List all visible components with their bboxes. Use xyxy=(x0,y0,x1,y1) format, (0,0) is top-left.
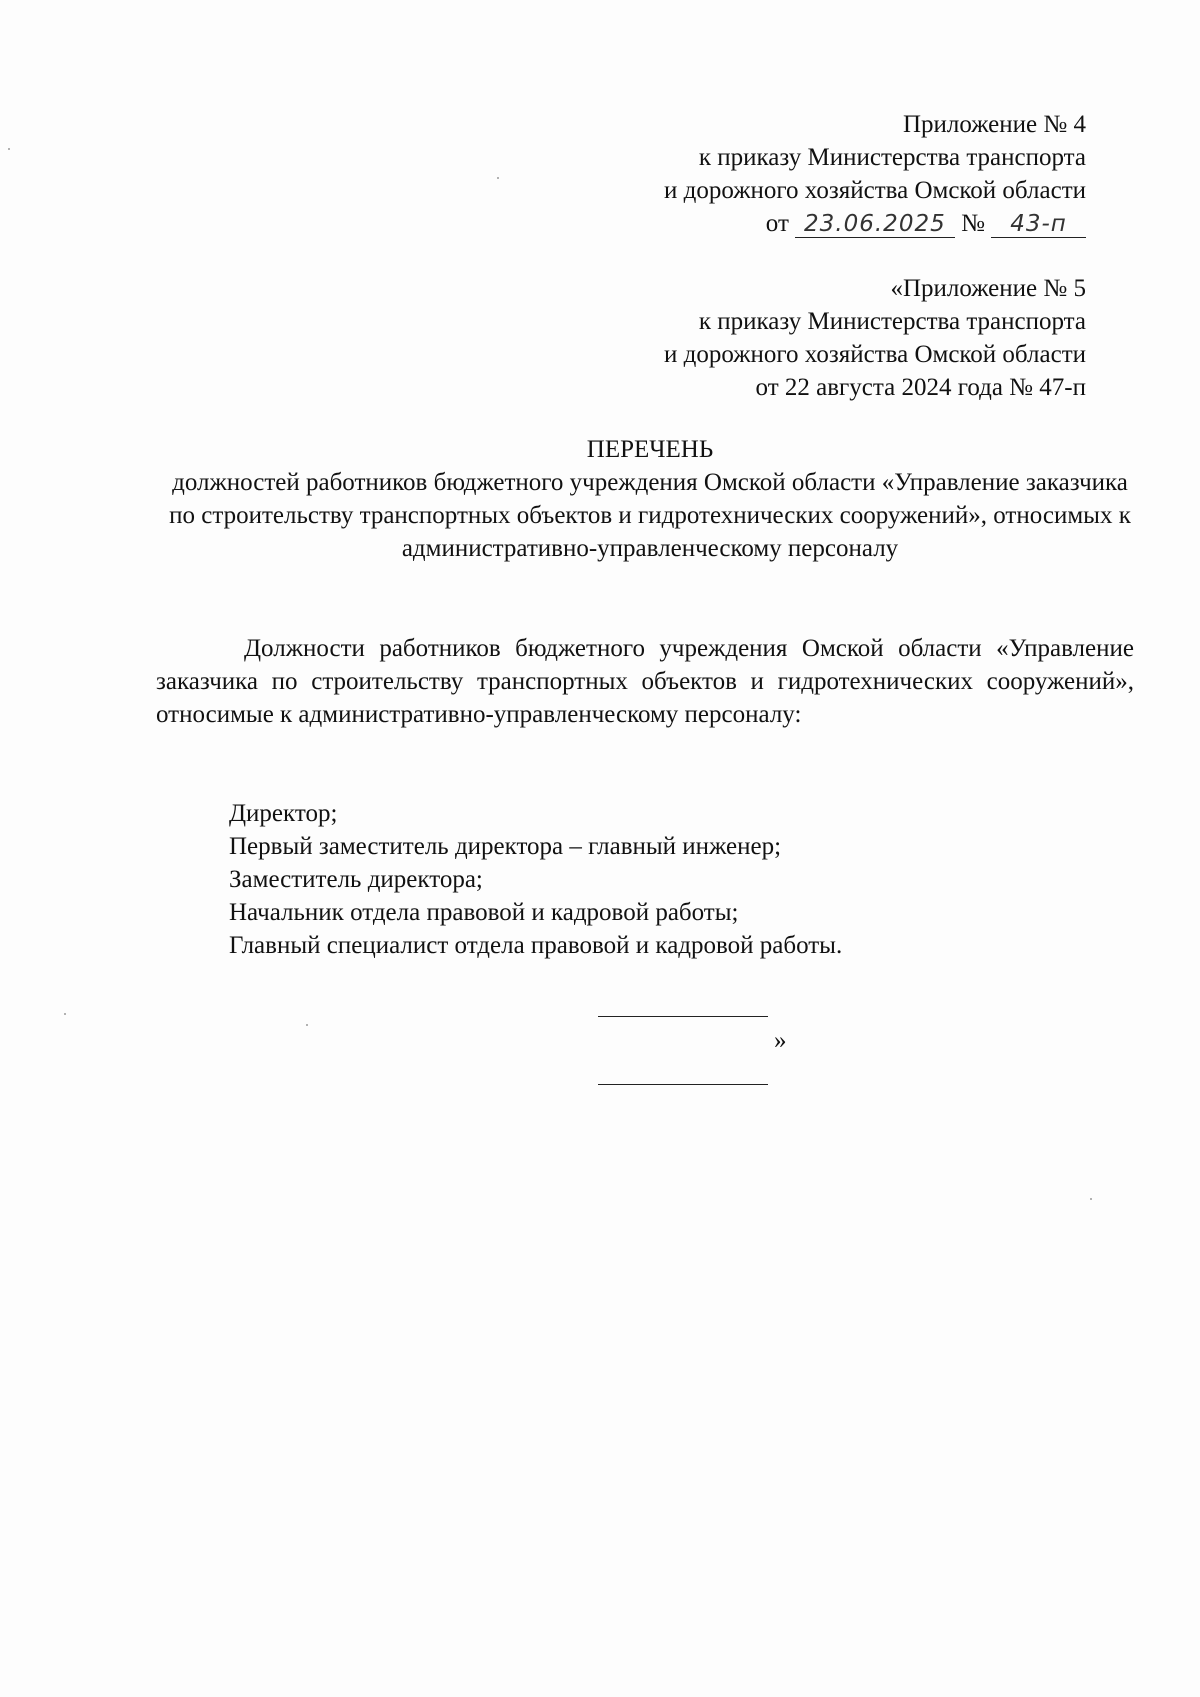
document-title xyxy=(160,433,1140,565)
scan-speck xyxy=(64,1013,66,1015)
appendix-5-ministry-line: и дорожного хозяйства Омской области xyxy=(664,341,1086,368)
closing-rule-bottom xyxy=(598,1084,768,1085)
appendix-4-date-number-line xyxy=(664,207,1086,240)
title-subtitle: должностей работников бюджетного учреждения Омской области «Управление заказчика по строительству транспортных объектов и гидротехнических сооружений», относимых к административно-управленческому персоналу xyxy=(169,469,1131,562)
appendix-4-order-line: к приказу Министерства транспорта xyxy=(698,144,1086,171)
position-item: Начальник отдела правовой и кадровой работы; xyxy=(229,899,739,926)
position-item: Заместитель директора; xyxy=(229,866,483,893)
position-item: Первый заместитель директора – главный инженер; xyxy=(229,833,782,860)
appendix-4-title: Приложение № 4 xyxy=(902,111,1086,138)
appendix-4-ministry-line: и дорожного хозяйства Омской области xyxy=(664,177,1086,204)
handwritten-number: 43-п xyxy=(991,211,1086,238)
appendix-5-order-line: к приказу Министерства транспорта xyxy=(698,308,1086,335)
appendix-5-header xyxy=(664,272,1086,404)
scan-speck xyxy=(8,148,10,150)
title-heading: ПЕРЕЧЕНЬ xyxy=(586,436,714,463)
positions-list xyxy=(229,797,842,962)
appendix-5-date-line: от 22 августа 2024 года № 47-п xyxy=(755,374,1086,401)
scan-speck xyxy=(497,177,499,179)
position-item: Директор; xyxy=(229,800,338,827)
number-sign: № xyxy=(961,210,985,237)
from-label: от xyxy=(765,210,789,237)
closing-rule-top xyxy=(598,1016,768,1017)
scan-speck xyxy=(1090,1198,1092,1200)
handwritten-date: 23.06.2025 xyxy=(795,211,955,238)
appendix-4-header xyxy=(664,108,1086,240)
scan-speck xyxy=(306,1024,308,1026)
closing-quote: » xyxy=(774,1027,787,1054)
intro-paragraph: Должности работников бюджетного учреждения Омской области «Управление заказчика по строительству транспортных объектов и гидротехнических сооружений», относимые к административно-управленческому персоналу: xyxy=(156,635,1134,728)
position-item: Главный специалист отдела правовой и кадровой работы. xyxy=(229,932,843,959)
appendix-5-title: «Приложение № 5 xyxy=(890,275,1086,302)
